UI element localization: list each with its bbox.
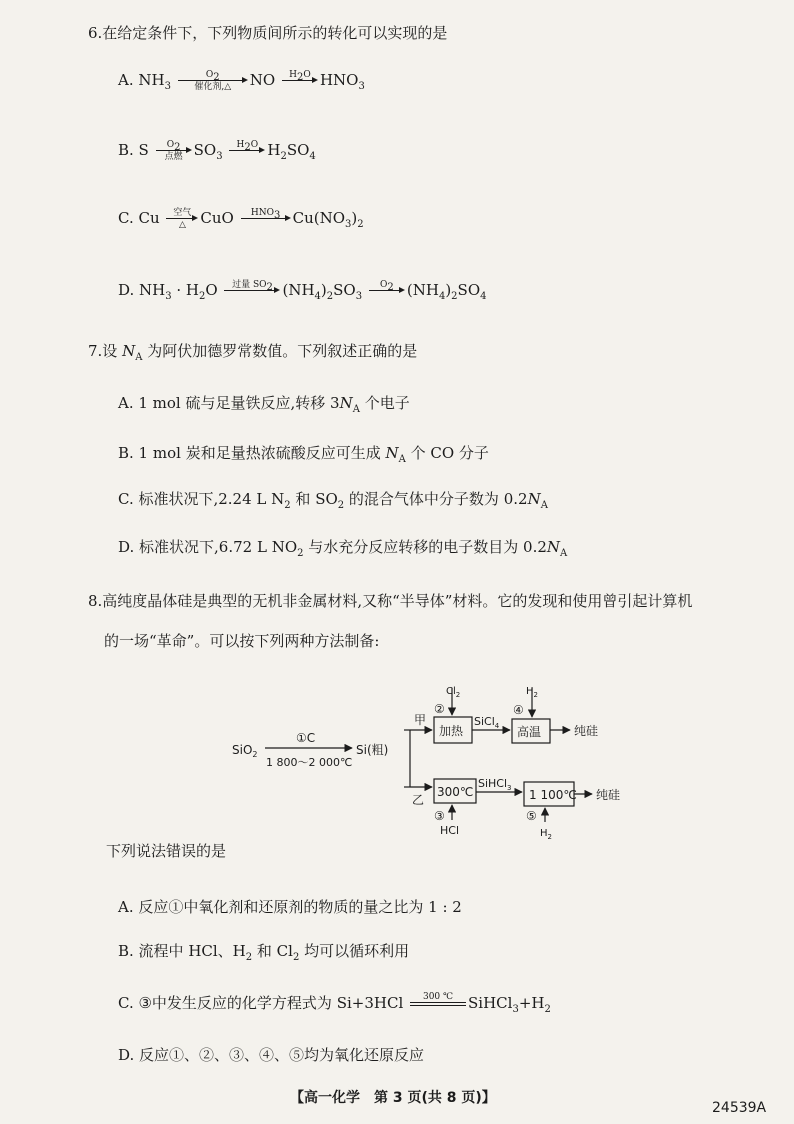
q6-option-b: B. S $O_2$ 点燃 $SO_3$ $H_2O$ $H_2SO_4$: [118, 140, 316, 162]
diagram-box-1100: 1 100℃: [529, 788, 577, 802]
q8-stem-line1: 8.高纯度晶体硅是典型的无机非金属材料,又称“半导体”材料。它的发现和使用曾引起计算机: [88, 592, 693, 610]
q8-option-c: C. ③中发生反应的化学方程式为 Si+3HCl 300 ℃ $SiHCl_3+H_2$: [118, 992, 551, 1015]
q6-option-a: A. $NH_3$ $O_2$ 催化剂,△ NO $H_2O$ $HNO_3$: [118, 70, 365, 92]
diagram-sicl4: SiCl$_4$: [474, 715, 500, 730]
diagram-step1: ①C: [296, 731, 316, 745]
q7-option-a: A. 1 mol 硫与足量铁反应,转移 $3N_A$ 个电子: [118, 394, 410, 415]
reaction-arrow: $O_2$ 催化剂,△: [178, 70, 248, 92]
exam-code: 24539A: [712, 1100, 767, 1116]
diagram-route-jia: 甲: [414, 713, 427, 727]
q7-stem: 7.设 $N_A$ 为阿伏加德罗常数值。下列叙述正确的是: [88, 342, 418, 363]
diagram-step2: ②: [434, 702, 445, 716]
diagram-temp1: 1 800～2 000℃: [266, 756, 353, 769]
q6-stem: 6.在给定条件下，下列物质间所示的转化可以实现的是: [88, 24, 448, 42]
diagram-route-yi: 乙: [412, 793, 425, 807]
diagram-box-heat: 加热: [439, 724, 464, 738]
q8-option-a: A. 反应①中氧化剂和还原剂的物质的量之比为 1 : 2: [118, 898, 462, 916]
diagram-si-crude: Si(粗): [356, 743, 389, 757]
diagram-cl2: $Cl_2$: [446, 686, 461, 699]
diagram-box-300: 300℃: [437, 785, 474, 799]
reaction-arrow: 过量 $SO_2$: [224, 280, 280, 302]
diagram-step3: ③: [434, 809, 445, 823]
reaction-arrow: $H_2O$: [282, 70, 318, 92]
reaction-arrow: 空气 △: [166, 208, 198, 230]
diagram-h2-top: $H_2$: [526, 686, 538, 699]
q8-stem-line2: 的一场“革命”。可以按下列两种方法制备:: [104, 632, 380, 650]
reaction-arrow: $HNO_3$: [241, 208, 291, 230]
reaction-arrow: $O_2$ 点燃: [156, 140, 192, 162]
diagram-pure-si-1: 纯硅: [574, 724, 599, 738]
diagram-step5: ⑤: [526, 809, 537, 823]
diagram-step4: ④: [513, 703, 524, 717]
q7-option-b: B. 1 mol 炭和足量热浓硫酸反应可生成 $N_A$ 个 CO 分子: [118, 444, 489, 465]
q8-prompt: 下列说法错误的是: [106, 842, 227, 860]
q7-option-d: D. 标准状况下,6.72 L $NO_2$ 与水充分反应转移的电子数目为 $0.2N_A$: [118, 538, 568, 559]
diagram-sihcl3: SiHCl$_3$: [478, 777, 512, 792]
q8-option-b: B. 流程中 HCl、$H_2$ 和 $Cl_2$ 均可以循环利用: [118, 942, 410, 963]
page-footer: 【高一化学 第 3 页(共 8 页)】: [290, 1090, 496, 1106]
reaction-arrow: $O_2$: [369, 280, 405, 302]
reaction-equals-sign: 300 ℃: [410, 992, 466, 1016]
q6-option-c: C. Cu 空气 △ CuO $HNO_3$ $Cu(NO_3)_2$: [118, 208, 364, 230]
diagram-sio2: SiO$_2$: [232, 743, 258, 759]
reaction-arrow: $H_2O$: [229, 140, 265, 162]
q8-option-d: D. 反应①、②、③、④、⑤均为氧化还原反应: [118, 1046, 425, 1064]
diagram-h2-bottom: $H_2$: [540, 828, 552, 841]
q7-option-c: C. 标准状况下,2.24 L $N_2$ 和 $SO_2$ 的混合气体中分子数为 $0.2N_A$: [118, 490, 548, 511]
q6-option-d: D. $NH_3 \cdot H_2O$ 过量 $SO_2$ $(NH_4)_2SO_3$ $O_2$ $(NH_4)_2SO_4$: [118, 280, 487, 302]
diagram-pure-si-2: 纯硅: [596, 788, 621, 802]
diagram-hcl: HCl: [440, 824, 460, 837]
diagram-box-high-temp: 高温: [517, 725, 542, 739]
